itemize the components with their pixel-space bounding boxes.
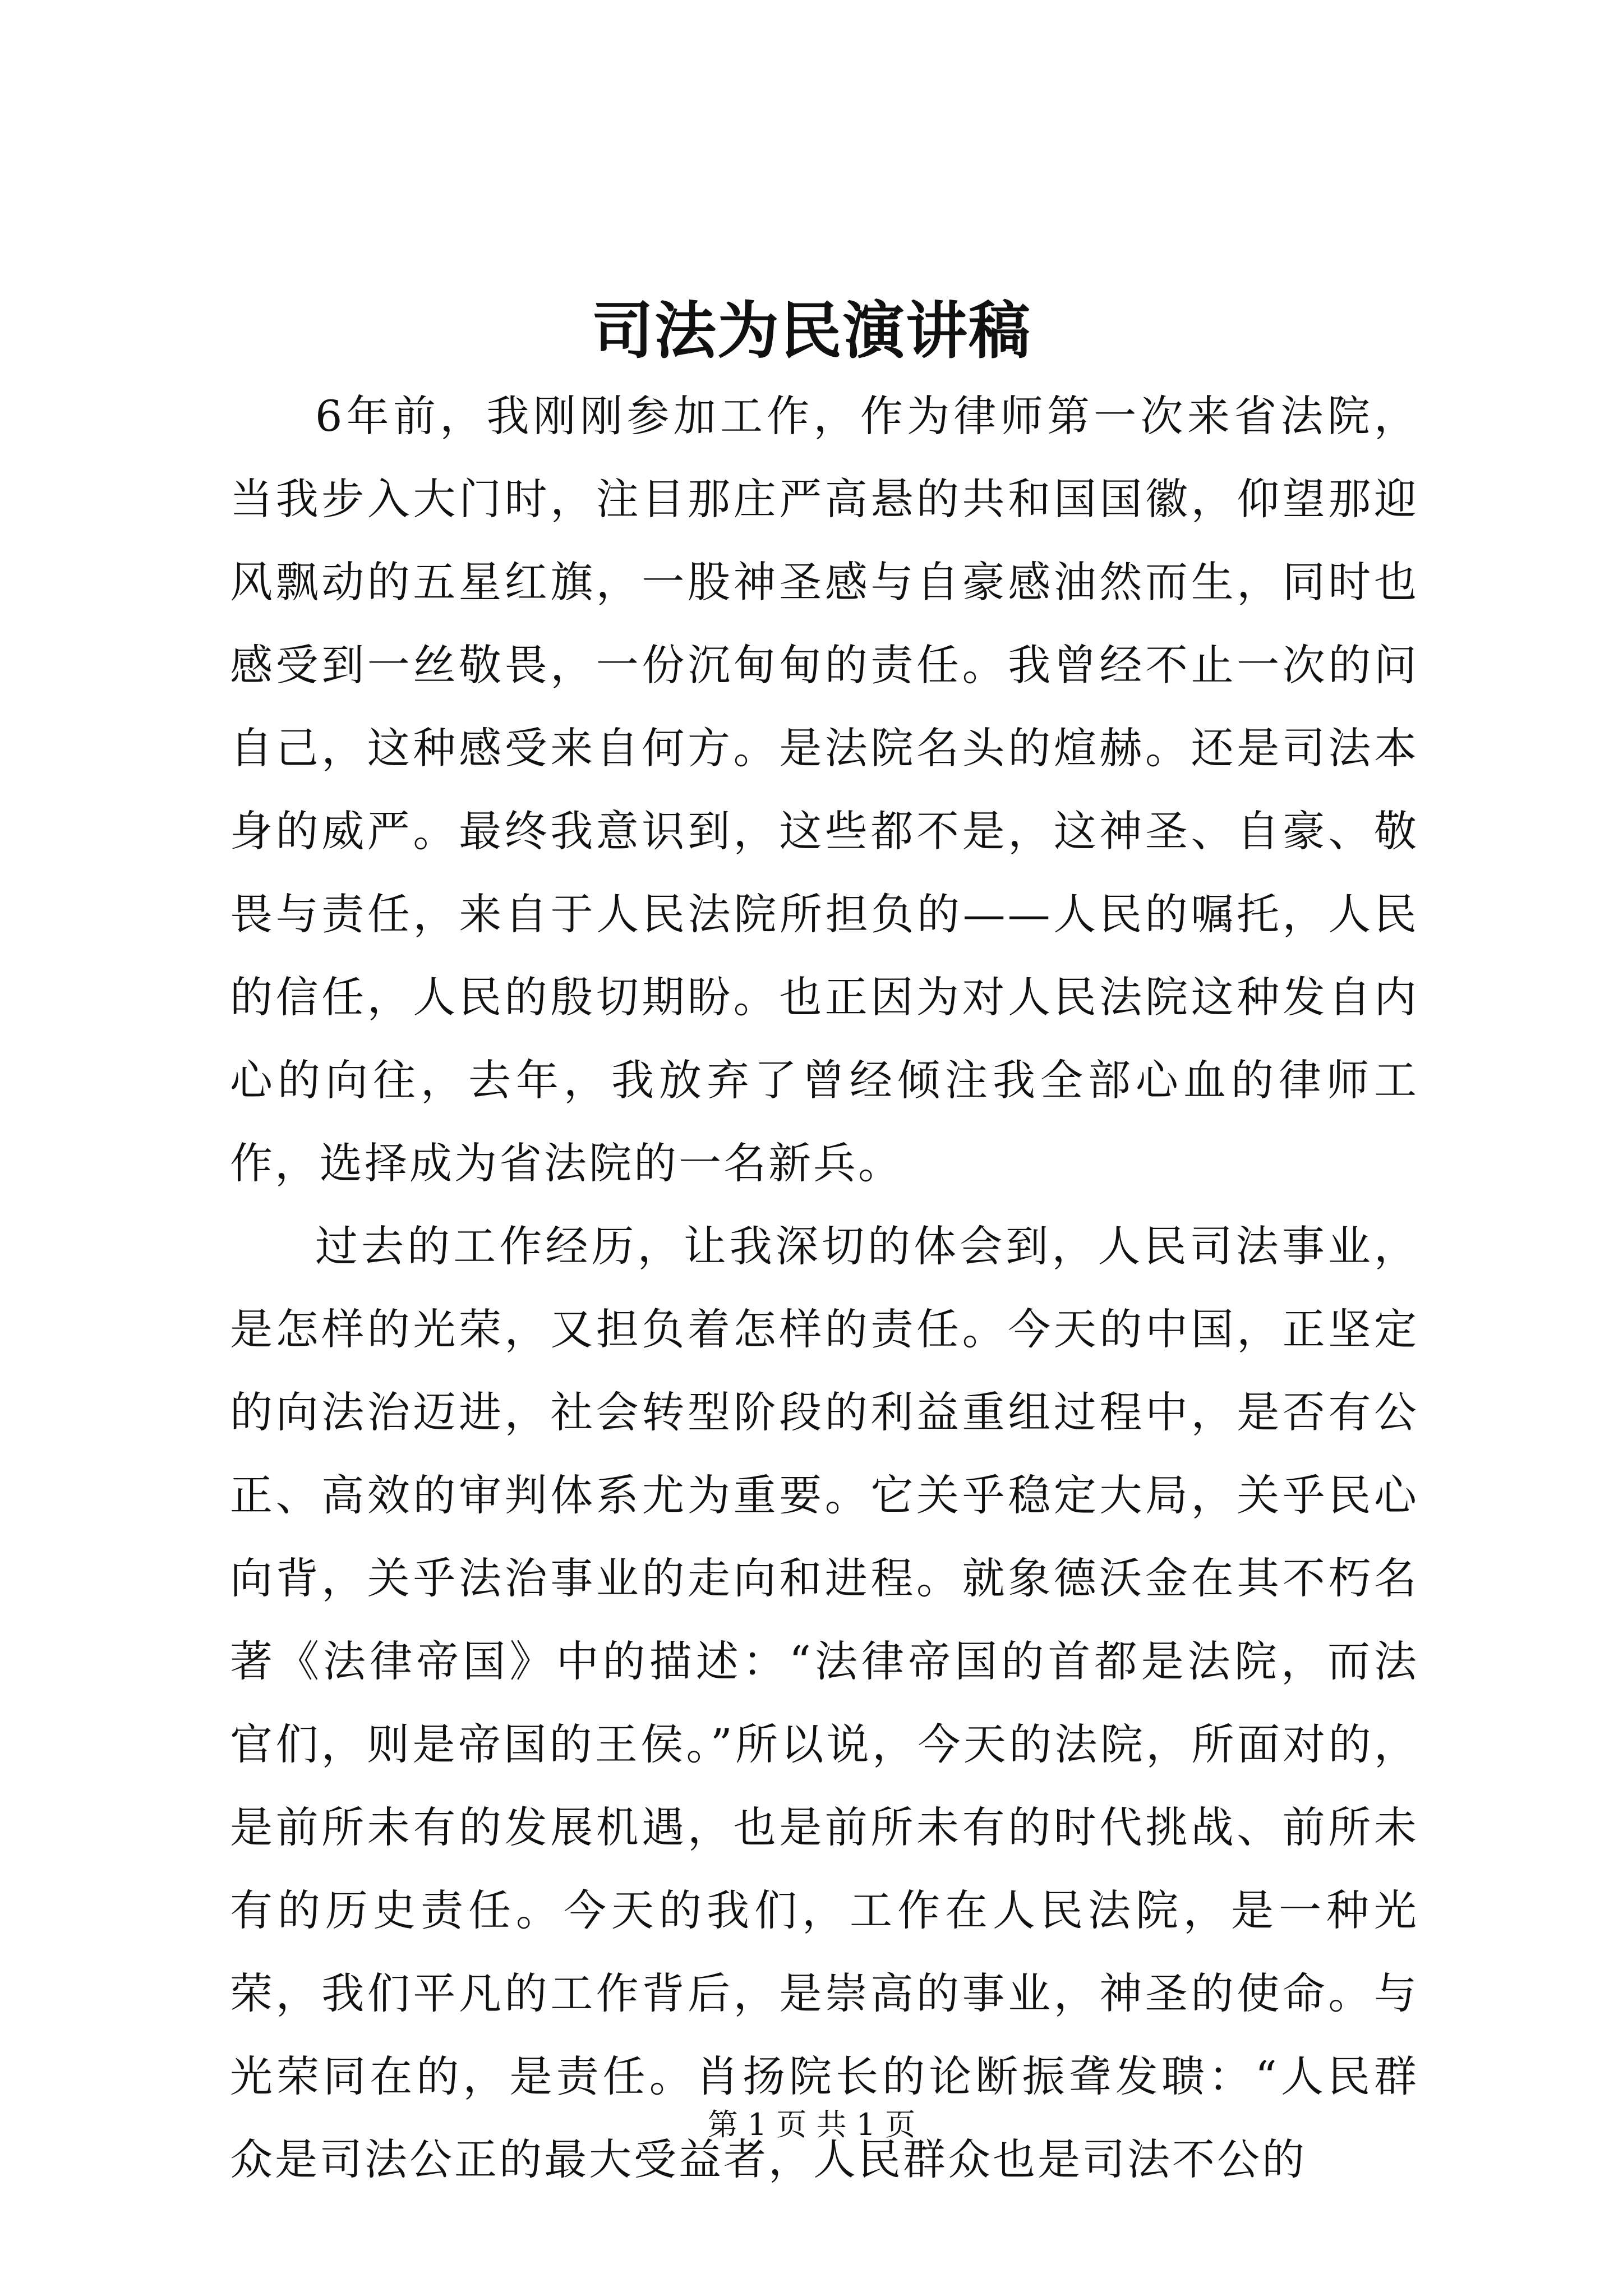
document-body	[230, 375, 1419, 2201]
paragraph-1: 6年前，我刚刚参加工作，作为律师第一次来省法院，当我步入大门时，注目那庄严高悬的共和国国徽，仰望那迎风飘动的五星红旗，一股神圣感与自豪感油然而生，同时也感受到一丝敬畏，一份沉甸甸的责任。我曾经不止一次的问自己，这种感受来自何方。是法院名头的煊赫。还是司法本身的威严。最终我意识到，这些都不是，这神圣、自豪、敬畏与责任，来自于人民法院所担负的——人民的嘱托，人民的信任，人民的殷切期盼。也正因为对人民法院这种发自内心的向往，去年，我放弃了曾经倾注我全部心血的律师工作，选择成为省法院的一名新兵。	[230, 391, 1419, 1188]
paragraph-2: 过去的工作经历，让我深切的体会到，人民司法事业，是怎样的光荣，又担负着怎样的责任。今天的中国，正坚定的向法治迈进，社会转型阶段的利益重组过程中，是否有公正、高效的审判体系尤为重要。它关乎稳定大局，关乎民心向背，关乎法治事业的走向和进程。就象德沃金在其不朽名著《法律帝国》中的描述：“法律帝国的首都是法院，而法官们，则是帝国的王侯。”所以说，今天的法院，所面对的，是前所未有的发展机遇，也是前所未有的时代挑战、前所未有的历史责任。今天的我们，工作在人民法院，是一种光荣，我们平凡的工作背后，是崇高的事业，神圣的使命。与光荣同在的，是责任。肖扬院长的论断振聋发聩：“人民群众是司法公正的最大受益者，人民群众也是司法不公的	[230, 1221, 1419, 2184]
page-footer: 第 1 页 共 1 页	[707, 2107, 916, 2142]
document-title: 司法为民演讲稿	[592, 295, 1031, 367]
